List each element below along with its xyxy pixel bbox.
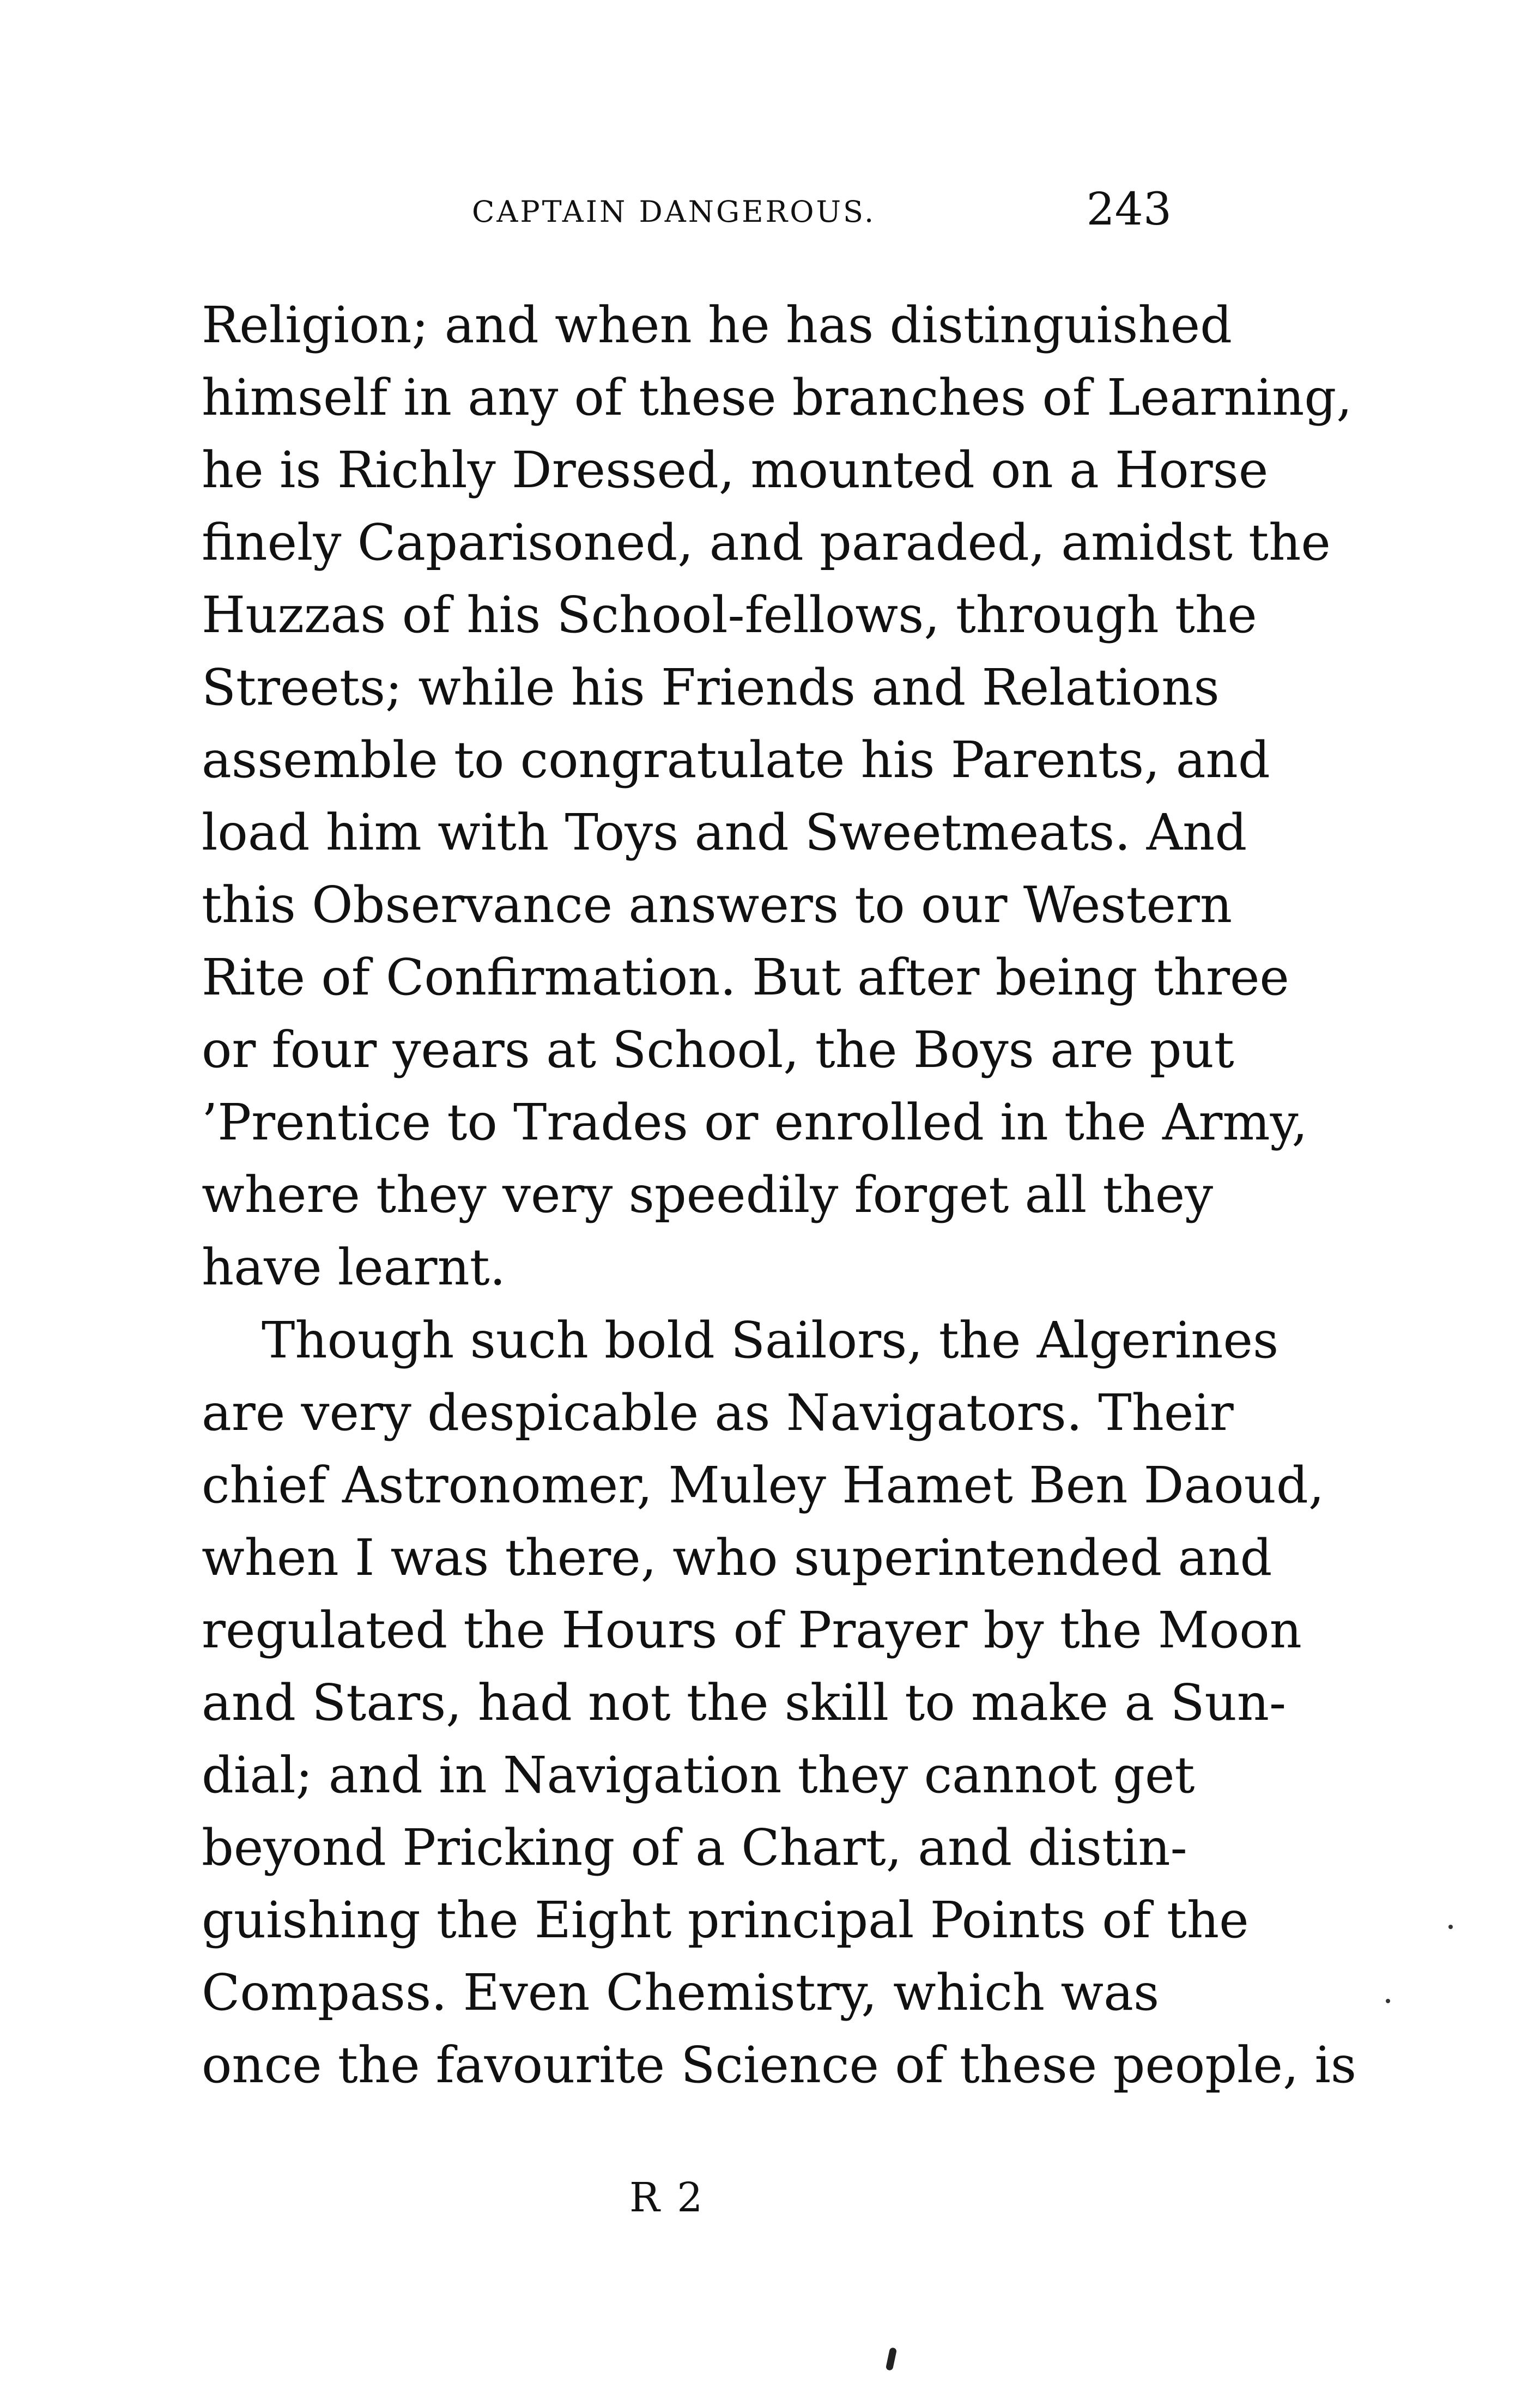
text-line: assemble to congratulate his Parents, and [202,731,1270,789]
text-line: he is Richly Dressed, mounted on a Horse [202,441,1269,499]
body-text [202,289,1357,2101]
ink-speck [1448,1925,1453,1929]
text-line: beyond Pricking of a Chart, and distin- [202,1818,1187,1877]
text-line: ’Prentice to Trades or enrolled in the Army, [202,1093,1308,1151]
text-line: Huzzas of his School-fellows, through the [202,586,1257,644]
text-line: regulated the Hours of Prayer by the Moon [202,1601,1302,1659]
text-line: and Stars, had not the skill to make a Sun- [202,1673,1287,1732]
text-line: or four years at School, the Boys are put [202,1021,1234,1079]
text-line: once the favourite Science of these people, is [202,2036,1357,2094]
text-line: when I was there, who superintended and [202,1529,1272,1587]
running-title: CAPTAIN DANGEROUS. [472,195,876,229]
text-line: load him with Toys and Sweetmeats. And [202,803,1247,862]
text-line: this Observance answers to our Western [202,876,1233,934]
text-line: are very despicable as Navigators. Their [202,1384,1234,1442]
text-line: Compass. Even Chemistry, which was [202,1963,1160,2022]
text-line: chief Astronomer, Muley Hamet Ben Daoud, [202,1456,1325,1514]
paragraph-start-line: Though such bold Sailors, the Algerines [262,1311,1279,1369]
text-line: where they very speedily forget all they [202,1166,1214,1224]
text-line: guishing the Eight principal Points of the [202,1891,1249,1949]
text-line: Religion; and when he has distinguished [202,296,1232,354]
text-line: himself in any of these branches of Learning, [202,368,1353,427]
text-line: have learnt. [202,1238,506,1296]
text-line: Rite of Confirmation. But after being three [202,948,1289,1006]
ink-mark [886,2347,897,2371]
page-number: 243 [1086,184,1172,235]
text-line: Streets; while his Friends and Relations [202,658,1220,717]
text-line: dial; and in Navigation they cannot get [202,1746,1195,1804]
ink-speck [1386,1999,1390,2003]
running-head [202,174,1172,251]
text-line: finely Caparisoned, and paraded, amidst the [202,513,1331,572]
signature-mark: R 2 [629,2174,705,2221]
